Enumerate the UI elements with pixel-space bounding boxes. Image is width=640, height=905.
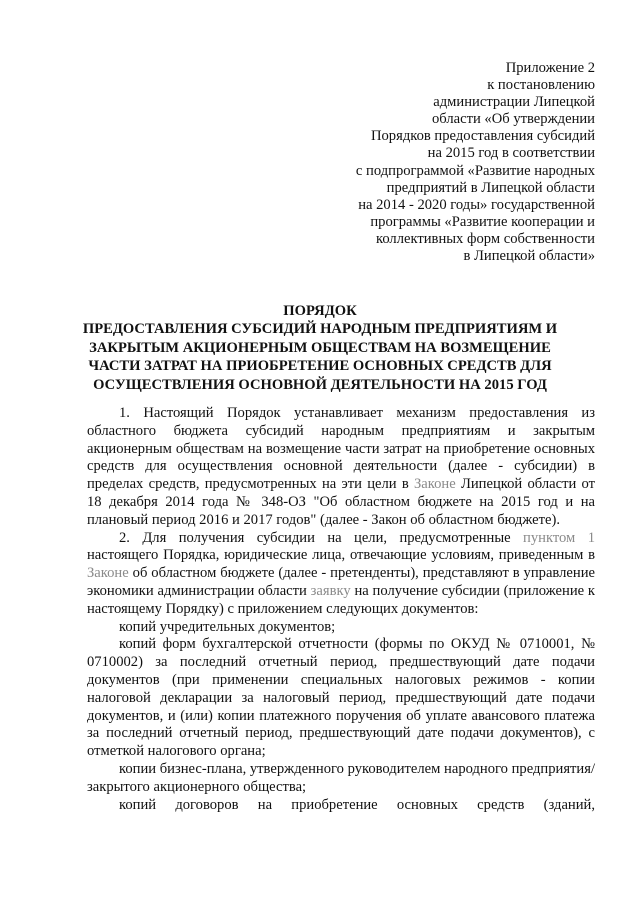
appendix-line: с подпрограммой «Развитие народных <box>355 162 595 179</box>
text: на получение субсидии (приложение к настоящему Порядку) с приложением следующих документов: <box>87 582 595 617</box>
law-link[interactable]: Законе <box>413 476 456 493</box>
document-title <box>80 302 560 394</box>
list-item: копий форм бухгалтерской отчетности (формы по ОКУД № 0710001, № 0710002) за последний отчетный период, предшествующий дате подачи документов (при применении специальных налоговых режимов - копии налоговой декларации за налоговый период, предшествующий дате подачи документов, и (или) копии платежного поручения об уплате авансового платежа за последний отчетный период, предшествующий дате подачи документов), с отметкой налогового органа; <box>87 636 595 760</box>
text: Липецкой области от 18 декабря 2014 года № 348-ОЗ "Об областном бюджете на 2015 год и на плановый период 2016 и 2017 годов" (далее - Закон об областном бюджете). <box>87 476 595 528</box>
title-line: ПРЕДОСТАВЛЕНИЯ СУБСИДИЙ НАРОДНЫМ ПРЕДПРИЯТИЯМ И <box>82 321 558 338</box>
appendix-line: Приложение 2 <box>505 60 595 76</box>
paragraph-2 <box>87 530 595 619</box>
document-body <box>87 405 595 814</box>
text: 1. Настоящий Порядок устанавливает механизм предоставления из областного бюджета субсидий народным предприятиям и закрытым акционерным обществам на возмещение части затрат на приобретение основных средств для осуществления основной деятельности (далее - субсидии) в пределах средств, предусмотренных на эти цели в <box>87 405 595 493</box>
title-line: ЗАКРЫТЫМ АКЦИОНЕРНЫМ ОБЩЕСТВАМ НА ВОЗМЕЩЕНИЕ <box>89 339 551 356</box>
application-link[interactable]: заявку <box>310 582 351 599</box>
title-line: ОСУЩЕСТВЛЕНИЯ ОСНОВНОЙ ДЕЯТЕЛЬНОСТИ НА 2015 ГОД <box>93 376 547 393</box>
title-line: ЧАСТИ ЗАТРАТ НА ПРИОБРЕТЕНИЕ ОСНОВНЫХ СРЕДСТВ ДЛЯ <box>88 358 552 375</box>
text: настоящего Порядка, юридические лица, отвечающие условиям, приведенным в <box>87 547 595 564</box>
appendix-line: на 2014 - 2020 годы» государственной <box>358 196 595 213</box>
appendix-line: предприятий в Липецкой области <box>386 179 595 196</box>
appendix-line: к постановлению <box>487 77 595 94</box>
list-item: копий договоров на приобретение основных средств (зданий, <box>119 796 595 813</box>
appendix-header <box>295 60 595 265</box>
clause-link[interactable]: пунктом 1 <box>523 529 595 546</box>
text: об областном бюджете (далее - претенденты), представляют в управление экономики администрации области <box>87 565 595 599</box>
list-item: копии бизнес-плана, утвержденного руководителем народного предприятия/закрытого акционерного общества; <box>87 760 595 795</box>
appendix-line: администрации Липецкой <box>433 94 595 111</box>
appendix-line: Порядков предоставления субсидий <box>370 128 595 145</box>
paragraph-1 <box>87 405 595 530</box>
law-link[interactable]: Законе <box>87 565 129 582</box>
appendix-line: программы «Развитие кооперации и <box>370 213 595 230</box>
title-line: ПОРЯДОК <box>283 303 357 319</box>
appendix-line: на 2015 год в соответствии <box>427 145 595 162</box>
text: 2. Для получения субсидии на цели, предусмотренные <box>119 529 524 546</box>
appendix-line: области «Об утверждении <box>431 111 595 128</box>
list-item: копий учредительных документов; <box>119 618 336 635</box>
appendix-line: коллективных форм собственности <box>375 230 595 247</box>
appendix-line: в Липецкой области» <box>463 248 595 265</box>
